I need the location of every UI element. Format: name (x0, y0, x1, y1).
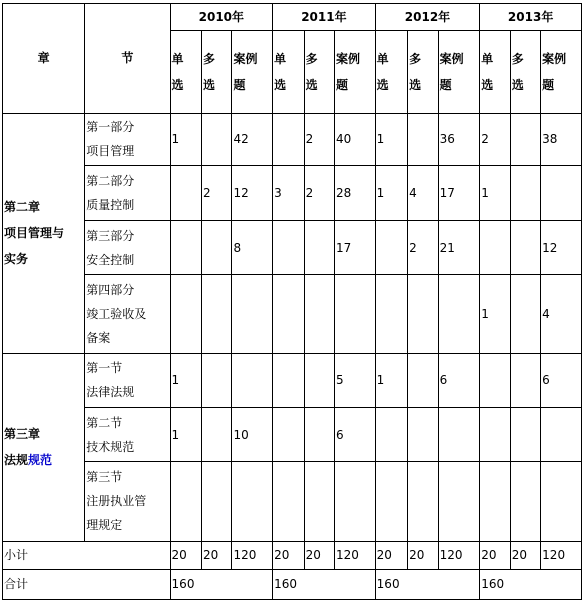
value-cell (232, 462, 273, 541)
question-type-header (541, 31, 582, 113)
value-cell (480, 462, 510, 541)
value-cell (232, 275, 273, 353)
value-cell (541, 407, 582, 461)
value-cell: 2 (304, 113, 334, 165)
question-type-header (202, 31, 232, 113)
value-cell (304, 353, 334, 407)
subtotal-row (3, 541, 582, 569)
chapter-line: 第二章 (4, 200, 41, 215)
value-cell (541, 462, 582, 541)
subtotal-value: 20 (375, 541, 407, 569)
subtotal-value: 120 (232, 541, 273, 569)
value-cell (408, 407, 438, 461)
value-cell (510, 462, 540, 541)
question-type-line: 多 (203, 51, 216, 66)
section-cell (85, 113, 170, 165)
value-cell (273, 113, 304, 165)
section-line: 第二节 (86, 415, 123, 430)
subtotal-value: 20 (510, 541, 540, 569)
value-cell (510, 353, 540, 407)
year-header-2013: 2013年 (480, 4, 582, 31)
section-header: 节 (85, 4, 170, 114)
question-type-line: 单 (376, 51, 389, 66)
question-type-line: 案例 (439, 51, 464, 66)
table-row (3, 407, 582, 461)
question-type-line: 题 (542, 77, 555, 92)
table-row (3, 165, 582, 220)
chapter-line: 实务 (4, 252, 29, 267)
value-cell (438, 462, 480, 541)
section-line: 技术规范 (86, 439, 135, 454)
question-type-line: 选 (171, 77, 184, 92)
question-type-header (438, 31, 480, 113)
value-cell (510, 113, 540, 165)
year-header-2011: 2011年 (273, 4, 376, 31)
value-cell: 1 (375, 165, 407, 220)
value-cell (202, 113, 232, 165)
chapter-cell (3, 353, 85, 541)
question-type-line: 题 (233, 77, 246, 92)
exam-distribution-table (2, 3, 582, 600)
section-line: 理规定 (86, 518, 123, 533)
section-cell (85, 353, 170, 407)
question-type-line: 多 (511, 51, 524, 66)
section-line: 第一节 (86, 361, 123, 376)
value-cell (408, 275, 438, 353)
value-cell: 2 (202, 165, 232, 220)
section-line: 注册执业管 (86, 494, 147, 509)
value-cell: 6 (335, 407, 376, 461)
value-cell (202, 353, 232, 407)
section-line: 第二部分 (86, 173, 135, 188)
value-cell: 4 (541, 275, 582, 353)
subtotal-value: 20 (304, 541, 334, 569)
value-cell (232, 353, 273, 407)
subtotal-label: 小计 (3, 541, 171, 569)
value-cell (304, 462, 334, 541)
subtotal-value: 20 (273, 541, 304, 569)
subtotal-value: 20 (202, 541, 232, 569)
question-type-header (304, 31, 334, 113)
header-row-years (3, 4, 582, 31)
question-type-line: 案例 (336, 51, 361, 66)
value-cell (170, 165, 201, 220)
chapter-line: 项目管理与 (4, 226, 65, 241)
section-line: 第四部分 (86, 283, 135, 297)
value-cell (273, 221, 304, 275)
section-cell (85, 462, 170, 541)
value-cell: 8 (232, 221, 273, 275)
section-line: 法律法规 (86, 385, 135, 400)
total-value: 160 (170, 569, 273, 599)
value-cell (335, 462, 376, 541)
subtotal-value: 120 (541, 541, 582, 569)
question-type-line: 选 (409, 77, 422, 92)
question-type-line: 多 (305, 51, 318, 66)
value-cell (408, 353, 438, 407)
section-line: 质量控制 (86, 197, 135, 212)
subtotal-value: 20 (170, 541, 201, 569)
table-row (3, 113, 582, 165)
value-cell (480, 407, 510, 461)
total-label: 合计 (3, 569, 171, 599)
value-cell (408, 113, 438, 165)
question-type-header (232, 31, 273, 113)
value-cell (304, 407, 334, 461)
chapter-cell (3, 113, 85, 353)
value-cell (375, 221, 407, 275)
section-cell (85, 165, 170, 220)
value-cell (510, 165, 540, 220)
value-cell: 2 (480, 113, 510, 165)
question-type-line: 选 (481, 77, 494, 92)
value-cell: 1 (375, 113, 407, 165)
question-type-header (273, 31, 304, 113)
value-cell (510, 221, 540, 275)
question-type-line: 单 (274, 51, 287, 66)
chapter-line (4, 447, 83, 473)
value-cell: 1 (170, 113, 201, 165)
question-type-header (510, 31, 540, 113)
value-cell: 38 (541, 113, 582, 165)
section-cell (85, 221, 170, 275)
value-cell: 1 (480, 165, 510, 220)
section-line: 竣工验收及 (86, 307, 147, 321)
question-type-header (335, 31, 376, 113)
section-line: 备案 (86, 331, 111, 345)
question-type-header (170, 31, 201, 113)
value-cell: 6 (541, 353, 582, 407)
value-cell (170, 221, 201, 275)
value-cell: 28 (335, 165, 376, 220)
question-type-header (375, 31, 407, 113)
table-row (3, 221, 582, 275)
chapter-line-text: 法规 (4, 453, 29, 468)
value-cell (273, 353, 304, 407)
value-cell (202, 275, 232, 353)
value-cell: 4 (408, 165, 438, 220)
question-type-line: 题 (439, 77, 452, 92)
value-cell (480, 221, 510, 275)
value-cell (304, 221, 334, 275)
question-type-header (480, 31, 510, 113)
chapter-line: 第三章 (4, 427, 41, 442)
question-type-header (408, 31, 438, 113)
value-cell: 42 (232, 113, 273, 165)
question-type-line: 多 (409, 51, 422, 66)
value-cell: 10 (232, 407, 273, 461)
value-cell: 2 (408, 221, 438, 275)
value-cell: 3 (273, 165, 304, 220)
section-line: 第一部分 (86, 120, 135, 135)
chapter-header: 章 (3, 4, 85, 114)
question-type-line: 题 (336, 77, 349, 92)
value-cell: 12 (232, 165, 273, 220)
value-cell: 36 (438, 113, 480, 165)
table-row (3, 353, 582, 407)
value-cell: 21 (438, 221, 480, 275)
subtotal-value: 120 (335, 541, 376, 569)
value-cell (408, 462, 438, 541)
value-cell (202, 462, 232, 541)
value-cell (510, 407, 540, 461)
value-cell (273, 407, 304, 461)
question-type-line: 单 (171, 51, 184, 66)
value-cell (438, 275, 480, 353)
total-row (3, 569, 582, 599)
total-value: 160 (480, 569, 582, 599)
value-cell: 1 (375, 353, 407, 407)
value-cell: 1 (170, 353, 201, 407)
subtotal-value: 20 (480, 541, 510, 569)
question-type-line: 选 (511, 77, 524, 92)
value-cell: 1 (170, 407, 201, 461)
value-cell: 1 (480, 275, 510, 353)
chapter-link-text[interactable]: 规范 (28, 453, 53, 468)
subtotal-value: 120 (438, 541, 480, 569)
total-value: 160 (273, 569, 376, 599)
value-cell (202, 221, 232, 275)
question-type-line: 选 (274, 77, 287, 92)
total-value: 160 (375, 569, 480, 599)
value-cell (541, 165, 582, 220)
value-cell: 6 (438, 353, 480, 407)
question-type-line: 选 (305, 77, 318, 92)
section-cell (85, 275, 170, 353)
section-line: 安全控制 (86, 252, 135, 267)
value-cell: 17 (438, 165, 480, 220)
value-cell (170, 462, 201, 541)
table-row (3, 462, 582, 541)
table-row (3, 275, 582, 353)
value-cell (273, 275, 304, 353)
section-line: 项目管理 (86, 144, 135, 159)
section-line: 第三节 (86, 470, 123, 485)
value-cell: 2 (304, 165, 334, 220)
subtotal-value: 20 (408, 541, 438, 569)
question-type-line: 选 (376, 77, 389, 92)
year-header-2010: 2010年 (170, 4, 273, 31)
value-cell (510, 275, 540, 353)
question-type-line: 选 (203, 77, 216, 92)
value-cell: 5 (335, 353, 376, 407)
value-cell: 12 (541, 221, 582, 275)
value-cell (335, 275, 376, 353)
value-cell (304, 275, 334, 353)
year-header-2012: 2012年 (375, 4, 480, 31)
value-cell (375, 275, 407, 353)
question-type-line: 案例 (542, 51, 567, 66)
question-type-line: 单 (481, 51, 494, 66)
value-cell: 40 (335, 113, 376, 165)
value-cell (273, 462, 304, 541)
value-cell (480, 353, 510, 407)
value-cell: 17 (335, 221, 376, 275)
question-type-line: 案例 (233, 51, 258, 66)
value-cell (375, 407, 407, 461)
value-cell (202, 407, 232, 461)
section-cell (85, 407, 170, 461)
section-line: 第三部分 (86, 228, 135, 243)
value-cell (438, 407, 480, 461)
value-cell (375, 462, 407, 541)
value-cell (170, 275, 201, 353)
